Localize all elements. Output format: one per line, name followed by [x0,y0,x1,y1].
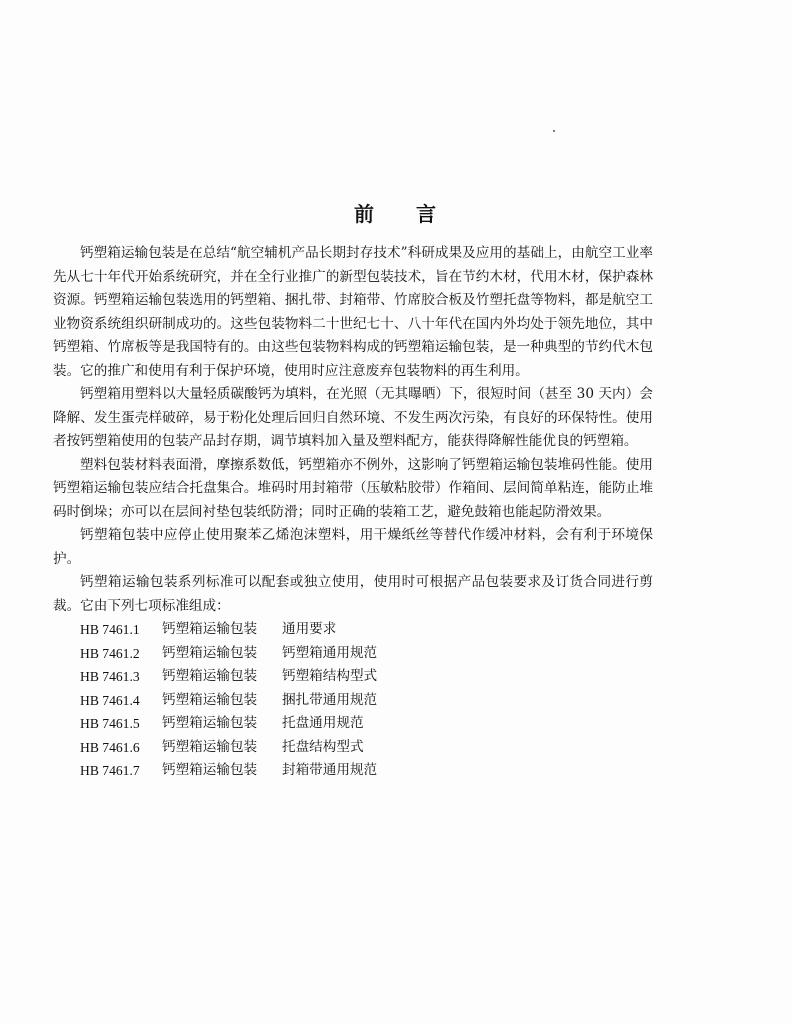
page-title [0,198,792,227]
paragraph: 塑料包装材料表面滑，摩擦系数低，钙塑箱亦不例外，这影响了钙塑箱运输包装堆码性能。使用钙塑箱运输包装应结合托盘集合。堆码时用封箱带（压敏粘胶带）作箱间、层间简单粘连，能防止堆码时倒垛；亦可以在层间衬垫包装纸防滑；同时正确的装箱工艺，避免鼓箱也能起防滑效果。 [53,456,653,520]
standard-name: 捆扎带通用规范 [282,691,378,708]
standard-series: 钙塑箱运输包装 [162,715,258,731]
list-item [53,689,653,713]
standard-name: 钙塑箱通用规范 [282,644,378,661]
standard-name: 托盘通用规范 [282,715,364,731]
standard-code: HB 7461.2 [80,645,140,661]
standard-name: 托盘结构型式 [282,738,364,755]
title-char-2: 言 [416,202,438,226]
paragraph: 钙塑箱运输包装系列标准可以配套或独立使用，使用时可根据产品包装要求及订货合同进行剪裁。它由下列七项标准组成： [53,574,653,614]
standard-name: 封箱带通用规范 [282,762,378,778]
standard-code: HB 7461.7 [80,763,140,778]
standard-series: 钙塑箱运输包装 [162,621,258,637]
standard-series: 钙塑箱运输包装 [162,691,258,708]
standard-series: 钙塑箱运输包装 [162,762,258,778]
title-char-1: 前 [354,202,376,226]
scan-speck [553,130,555,132]
standard-code: HB 7461.6 [80,739,140,755]
standard-code: HB 7461.5 [80,716,140,731]
list-item [53,618,653,642]
list-item [53,642,653,666]
standard-code: HB 7461.3 [80,669,140,684]
list-item [53,665,653,689]
standard-name: 通用要求 [282,621,337,637]
list-item [53,759,653,783]
standard-series: 钙塑箱运输包装 [162,668,258,684]
list-item [53,712,653,736]
standard-name: 钙塑箱结构型式 [282,668,378,684]
paragraph: 钙塑箱用塑料以大量轻质碳酸钙为填料，在光照（无其曝晒）下，很短时间（甚至 30 天内）会降解、发生蛋壳样破碎，易于粉化处理后回归自然环境、不发生两次污染，有良好的环保特性。使用者按钙塑箱使用的包装产品封存期，调节填料加入量及塑料配方，能获得降解性能优良的钙塑箱。 [53,386,653,449]
paragraph: 钙塑箱包装中应停止使用聚苯乙烯泡沫塑料，用干燥纸丝等替代作缓冲材料，会有利于环境保护。 [53,527,653,567]
paragraph: 钙塑箱运输包装是在总结“航空辅机产品长期封存技术”科研成果及应用的基础上，由航空工业率先从七十年代开始系统研究，并在全行业推广的新型包装技术，旨在节约木材，代用木材，保护森林资源。钙塑箱运输包装选用的钙塑箱、捆扎带、封箱带、竹席胶合板及竹塑托盘等物料，都是航空工业物资系统组织研制成功的。这些包装物料二十世纪七十、八十年代在国内外均处于领先地位，其中钙塑箱、竹席板等是我国特有的。由这些包装物料构成的钙塑箱运输包装，是一种典型的节约代木包装。它的推广和使用有利于保护环境，使用时应注意废弃包装物料的再生利用。 [53,245,653,379]
document-body [53,242,653,783]
list-item [53,736,653,760]
standard-code: HB 7461.1 [80,622,140,637]
standard-code: HB 7461.4 [80,692,140,708]
standard-series: 钙塑箱运输包装 [162,644,258,661]
standard-series: 钙塑箱运输包装 [162,738,258,755]
standards-list [53,618,653,783]
